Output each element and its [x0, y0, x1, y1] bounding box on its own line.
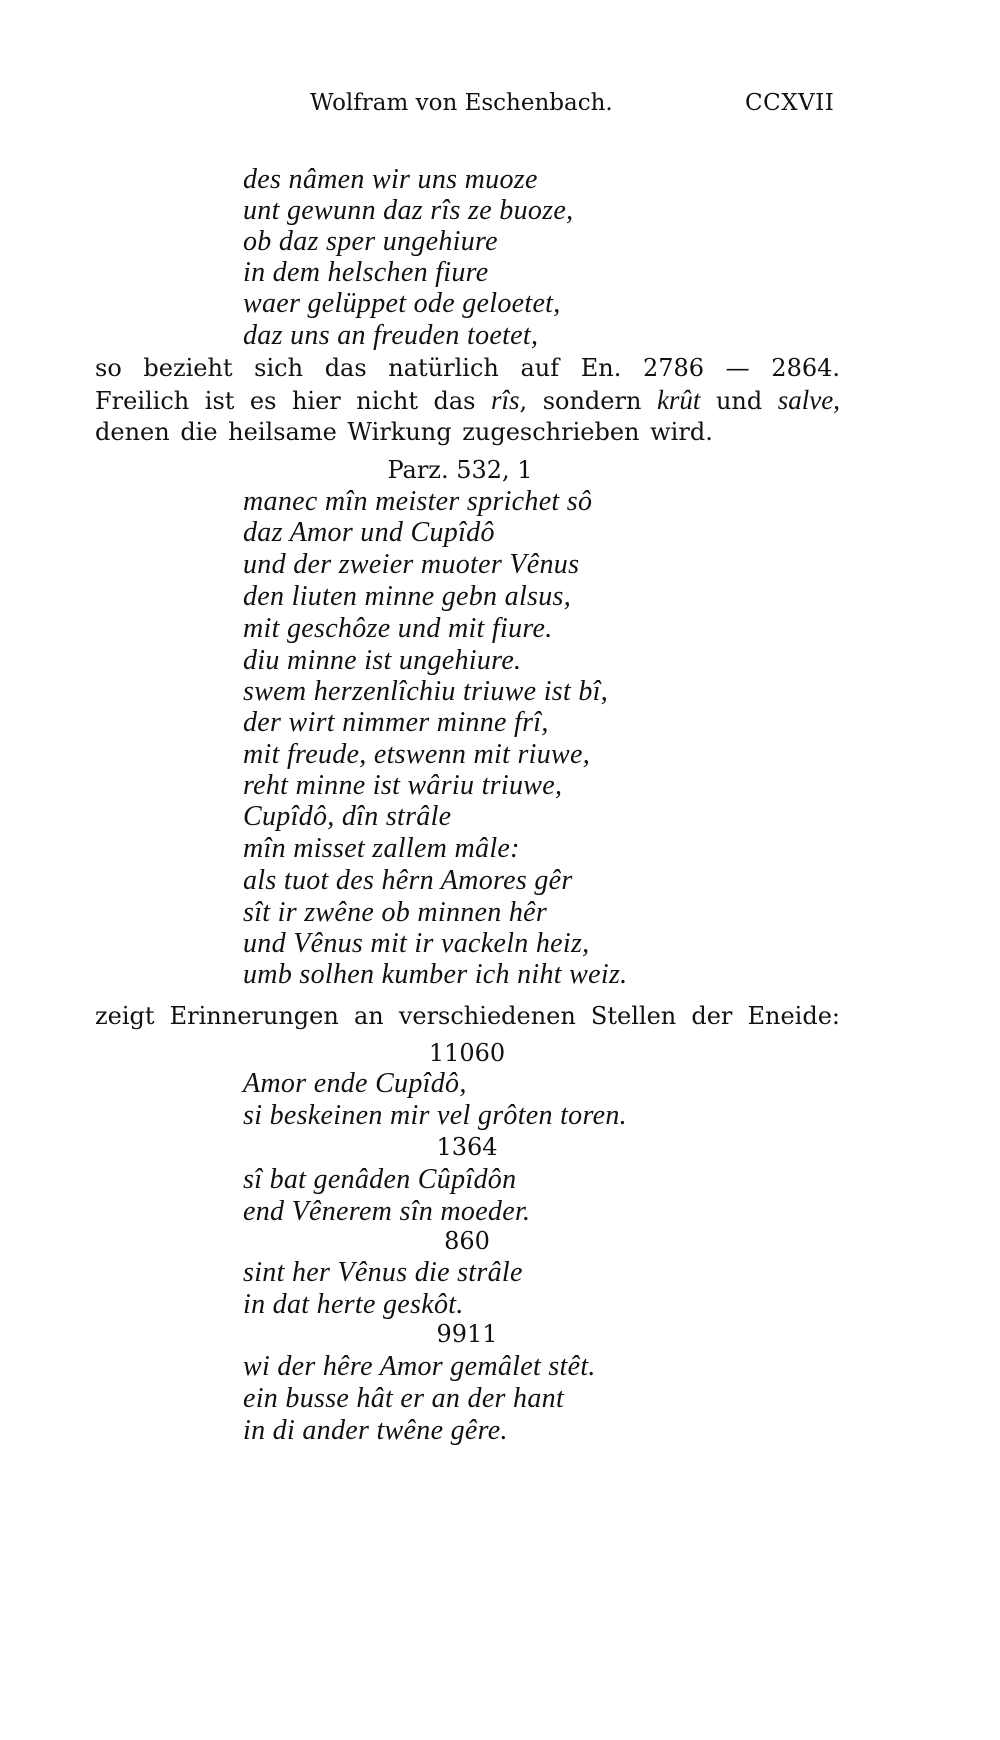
- verse-line: umb solhen kumber ich niht weiz.: [243, 959, 628, 990]
- line-reference: 1364: [436, 1133, 498, 1161]
- prose-line: denen die heilsame Wirkung zugeschrieben wird.: [95, 418, 713, 446]
- verse-line: in dem helschen fiure: [243, 257, 489, 288]
- verse-line: Amor ende Cupîdô,: [243, 1068, 467, 1099]
- verse-line: wi der hêre Amor gemâlet stêt.: [243, 1351, 596, 1382]
- running-title: Wolfram von Eschenbach.: [310, 90, 613, 116]
- verse-line: waer gelüppet ode geloetet,: [243, 288, 561, 319]
- page-number: CCXVII: [745, 90, 835, 116]
- prose-line: [95, 384, 840, 416]
- verse-line: reht minne ist wâriu triuwe,: [243, 770, 563, 801]
- verse-line: und Vênus mit ir vackeln heiz,: [243, 928, 590, 959]
- verse-line: manec mîn meister sprichet sô: [243, 486, 593, 517]
- verse-line: daz Amor und Cupîdô: [243, 517, 495, 548]
- verse-line: in di ander twêne gêre.: [243, 1415, 508, 1446]
- verse-line: der wirt nimmer minne frî,: [243, 707, 549, 738]
- verse-line: in dat herte geskôt.: [243, 1289, 464, 1320]
- verse-line: si beskeinen mir vel grôten toren.: [243, 1100, 627, 1131]
- verse-line: den liuten minne gebn alsus,: [243, 581, 572, 612]
- prose-line: zeigt Erinnerungen an verschiedenen Stellen der Eneide:: [95, 1002, 840, 1030]
- verse-line: ein busse hât er an der hant: [243, 1383, 565, 1414]
- verse-line: swem herzenlîchiu triuwe ist bî,: [243, 676, 609, 707]
- verse-line: Cupîdô, dîn strâle: [243, 801, 452, 832]
- verse-line: sît ir zwêne ob minnen hêr: [243, 897, 548, 928]
- italic-term: salve,: [777, 385, 840, 415]
- verse-line: sint her Vênus die strâle: [243, 1257, 523, 1288]
- verse-line: unt gewunn daz rîs ze buoze,: [243, 195, 574, 226]
- line-reference: 9911: [436, 1320, 498, 1348]
- verse-line: mit geschôze und mit fiure.: [243, 613, 553, 644]
- italic-term: rîs: [491, 385, 520, 415]
- prose-text: , sondern: [519, 387, 657, 415]
- verse-line: als tuot des hêrn Amores gêr: [243, 865, 573, 896]
- verse-line: ob daz sper ungehiure: [243, 226, 498, 257]
- italic-term: krût: [656, 385, 701, 415]
- line-reference: 860: [444, 1227, 490, 1255]
- verse-line: mit freude, etswenn mit riuwe,: [243, 739, 591, 770]
- prose-line: so bezieht sich das natürlich auf En. 2786 — 2864.: [95, 354, 840, 382]
- line-reference: 11060: [428, 1039, 506, 1067]
- verse-line: mîn misset zallem mâle:: [243, 833, 520, 864]
- verse-line: sî bat genâden Cûpîdôn: [243, 1164, 517, 1195]
- reference-heading: Parz. 532, 1: [387, 456, 533, 484]
- verse-line: end Vênerem sîn moeder.: [243, 1196, 531, 1227]
- verse-line: diu minne ist ungehiure.: [243, 645, 522, 676]
- verse-line: und der zweier muoter Vênus: [243, 549, 580, 580]
- verse-line: daz uns an freuden toetet,: [243, 320, 539, 351]
- verse-line: des nâmen wir uns muoze: [243, 164, 538, 195]
- prose-text: Freilich ist es hier nicht das: [95, 387, 492, 415]
- prose-text: und: [700, 387, 778, 415]
